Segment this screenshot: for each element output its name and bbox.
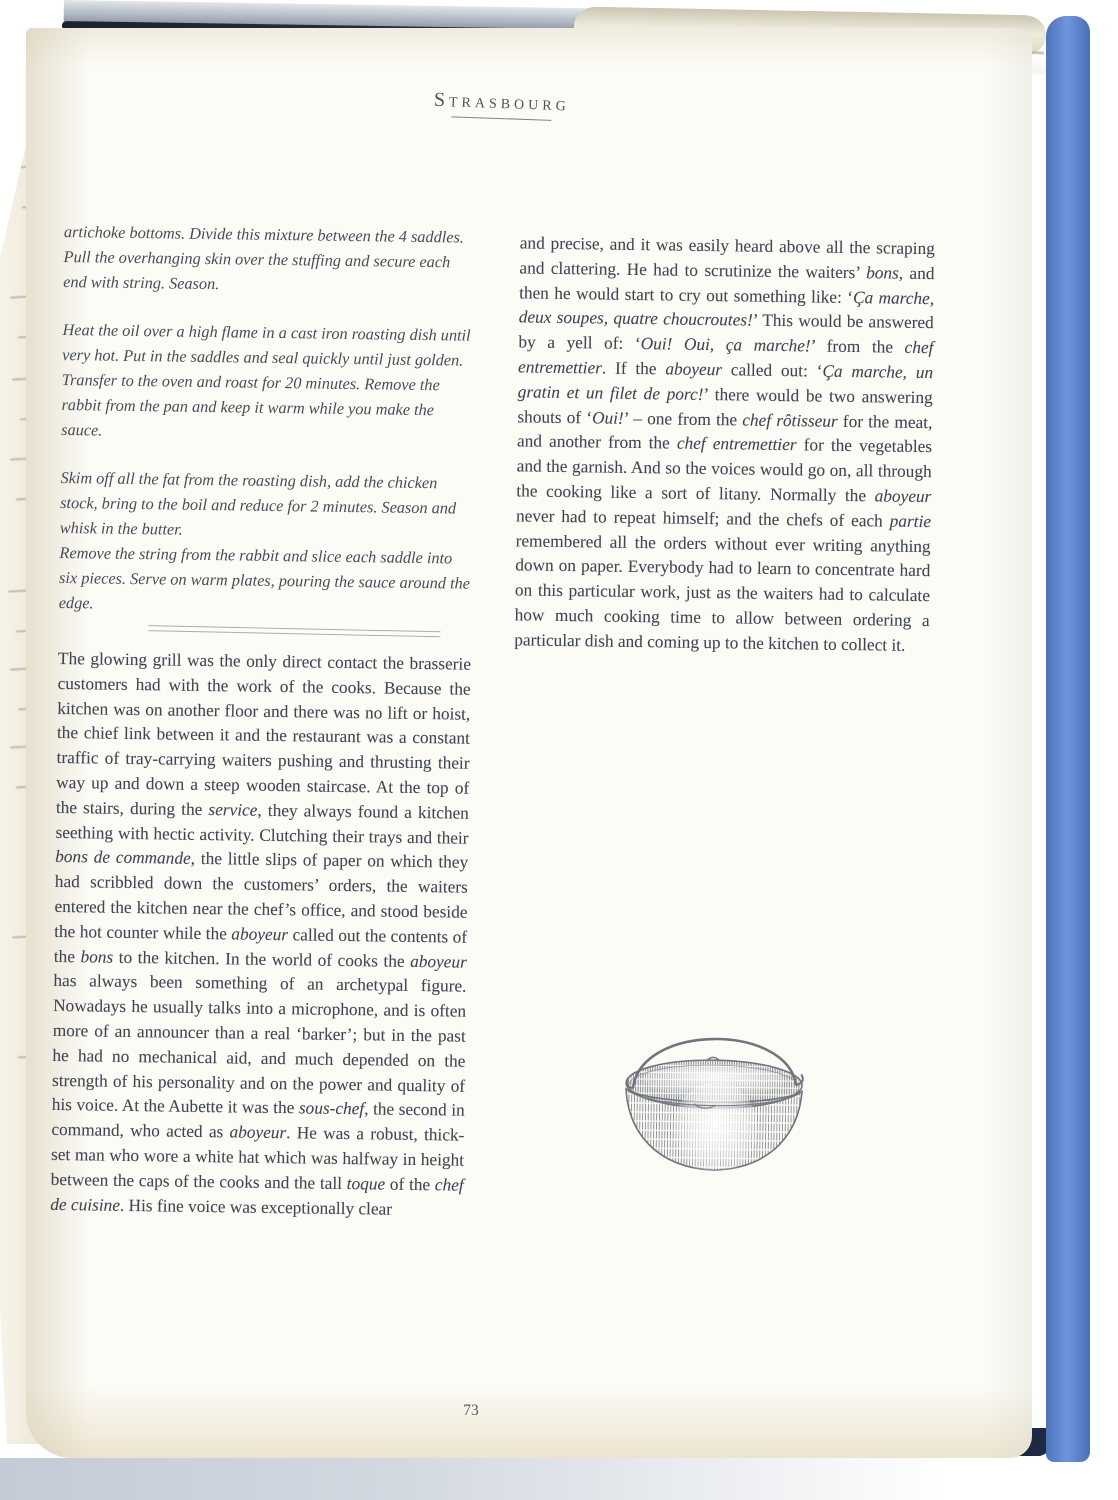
right-column [514,231,935,658]
page-title: Strasbourg [433,88,571,116]
recipe-paragraph: Remove the string from the rabbit and slice each saddle into six pieces. Serve on warm plates, pouring the sauce around the edge. [58,542,471,613]
body-paragraph-left: The glowing grill was the only direct contact the brasserie customers had with the work of the cooks. Because the kitchen was on another floor and there was no lift or hoist, the chief link between it and the restaurant was a constant traffic of tray-carrying waiters pushing and thrusting their way up and down a steep wooden staircase. At the top of the stairs, during the service, they always found a kitchen seething with hectic activity. Clutching their trays and their bons de commande, the little slips of paper on which they had scribbled down the customers’ orders, the waiters entered the kitchen near the chef’s office, and stood beside the hot counter while the aboyeur called out the contents of the bons to the kitchen. In the world of cooks the aboyeur has always been something of an archetypal figure. Nowadays he usually talks into a microphone, and is often more of an announcer than a real ‘barker’; but in the past he had no mechanical aid, and much depended on the strength of his personality and on the power and quality of his voice. At the Aubette it was the sous-chef, the second in command, who acted as aboyeur. He was a robust, thick-set man who wore a white hat which was halfway in height between the caps of the cooks and the tall toque of the chef de cuisine. His fine voice was exceptionally clear [50,648,472,1219]
cover-right-spine [1046,16,1090,1462]
recipe-text [59,219,477,621]
table-surface [0,1458,1118,1500]
left-column [50,219,477,1223]
header-rule [451,116,551,120]
page-content [47,85,937,1427]
section-divider [148,625,440,637]
recipe-paragraph: artichoke bottoms. Divide this mixture between the 4 saddles. Pull the overhanging skin over the stuffing and secure each end with string. Season. [63,221,465,294]
recipe-paragraph: Heat the oil over a high flame in a cast iron roasting dish until very hot. Put in the saddles and seal quickly until just golden. Transfer to the oven and roast for 20 minutes. Remove the rabbit from the pan and keep it warm while you make the sauce. [61,319,471,440]
cooking-pot-illustration [607,995,822,1180]
body-paragraph-right: and precise, and it was easily heard above all the scraping and clattering. He had to scrutinize the waiters’ bons, and then he would start to cry out something like: ‘Ça marche, deux soupes, quatre choucroutes!’ This would be answered by a yell of: ‘Oui! Oui, ça marche!’ from the chef entremettier. If the aboyeur called out: ‘Ça marche, un gratin et un filet de porc!’ there would be two answering shouts of ‘Oui!’ – one from the chef rôtisseur for the meat, and another from the chef entremettier for the vegetables and the garnish. And so the voices would go on, all through the cooking like a sort of litany. Normally the aboyeur never had to repeat himself; and the chefs of each partie remembered all the orders without ever writing anything down on paper. Everybody had to learn to concentrate hard on this particular work, just as the waiters had to calculate how much cooking time to allow between ordering a particular dish and coming up to the kitchen to collect it. [514,233,935,655]
page-number: 73 [463,1402,479,1419]
recipe-paragraph: Skim off all the fat from the roasting dish, add the chicken stock, bring to the boil and reduce for 2 minutes. Season and whisk in the butter. [59,467,457,539]
